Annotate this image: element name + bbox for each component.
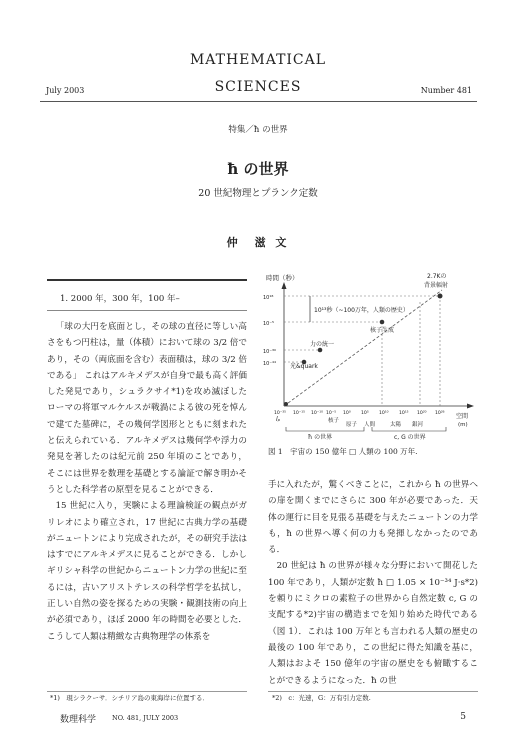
nucleo-point xyxy=(380,320,385,325)
x-tick-label: 10⁰ xyxy=(343,411,351,416)
y-axis-arrow xyxy=(282,282,287,289)
article-subtitle: 20 世紀物理とプランク定数 xyxy=(198,188,318,199)
journal-title-line2: SCIENCES xyxy=(214,79,302,95)
x-axis-arrow xyxy=(467,404,474,409)
x-tick-label: 10⁵ xyxy=(361,411,369,416)
galaxy-label: 銀河 xyxy=(412,422,424,428)
unify-point xyxy=(318,348,323,353)
journal-title-line1: MATHEMATICAL xyxy=(189,52,327,68)
x-tick-label: 10⁻¹⁰ xyxy=(311,411,323,416)
section-rule-bottom xyxy=(47,310,247,311)
footnote-1: *1) 現シラクーサ．シチリア島の東海岸に位置する． xyxy=(50,694,209,702)
cg-world-bracket xyxy=(372,427,446,431)
left-column xyxy=(47,319,247,645)
x-tick-label: 10⁻³⁵ xyxy=(274,411,286,416)
feature-label: 特集／ħ の世界 xyxy=(228,125,288,135)
page-number: 5 xyxy=(460,712,466,722)
article-title: ħ の世界 xyxy=(227,160,289,178)
y-tick-label: 10⁻⁴⁴ xyxy=(263,361,277,367)
nucleon-label: 核子 xyxy=(328,418,340,424)
planck-point xyxy=(284,402,288,406)
sun-label: 太陽 xyxy=(390,422,402,428)
figure-1 xyxy=(260,266,480,442)
nucleosynthesis-label: 核子生成 xyxy=(370,327,395,334)
x-tick-label: 10²⁶ xyxy=(435,411,445,416)
x-axis-label: 空間 xyxy=(456,413,469,420)
human-history-label: 10¹³秒（~100万年，人類の歴史） xyxy=(314,307,409,314)
force-unification-label: 力の統一 xyxy=(310,341,335,348)
footnote-rule-right xyxy=(268,691,478,692)
section-heading: 1. 2000 年，300 年，100 年– xyxy=(60,294,180,304)
x-tick-label: 10²⁰ xyxy=(417,411,427,416)
x-axis-unit: (m) xyxy=(458,422,468,428)
cmb-label: 2.7Kの xyxy=(427,273,447,280)
atom-label: 原子 xyxy=(346,422,358,428)
y-axis-label: 時間（秒） xyxy=(266,274,299,282)
footnote-2: *2) c：光速，G：万有引力定数. xyxy=(272,694,371,702)
y-tick-label: 10¹⁸ xyxy=(263,295,274,301)
footer-journal: 数理科学 xyxy=(60,715,97,725)
author-name: 仲 滋 文 xyxy=(226,236,290,249)
paragraph: 20 世紀は ħ の世界が様々な分野において開花した 100 年であり，人類が定数 ħ □ 1.05 × 10⁻³⁴ J·s*2) を頼りにミクロの素粒子の世界から自然定数 c, G の支配する*2)宇宙の構造までを知り始めた時代である（図 1）．これは 100 万年とも言われる人類の歴史の最後の 100 年であり，この世紀に得た知識を基に，人類はおよそ 150 億年の宇宙の歴史をも俯瞰することができるようになった．ħ の世 xyxy=(268,561,478,686)
x-tick-label: 10¹⁰ xyxy=(379,411,389,416)
hbar-world-label: ħ の世界 xyxy=(308,434,333,441)
figure-caption: 図 1 宇宙の 150 億年 □ 人類の 100 万年. xyxy=(268,447,418,456)
paragraph: 15 世紀に入り，実験による理論検証の観点がガリレオにより確立され，17 世紀に古典力学の基礎がニュートンにより完成されたが，その研究手法ははすでにアルキメデスに見ることができる．しかしギリシャ科学の世紀からニュートン力学の世紀に至るには，古いアリストテレスの科学哲学を払拭し，正しい自然の姿を探るための実験・観測技術の向上が必須であり，ほぼ 2000 年の時間を必要とした．こうして人類は精緻な古典物理学の体系を xyxy=(47,501,247,642)
x-tick-label: 10⁻⁵ xyxy=(326,411,337,416)
x-tick-label: 10¹⁵ xyxy=(399,411,409,416)
x-tick-label: 10⁻¹⁵ xyxy=(293,411,305,416)
right-column xyxy=(268,477,478,689)
paragraph: 「球の大円を底面とし，その球の直径に等しい高さをもつ円柱は，量（体積）において球の 3/2 倍であり，その（両底面を含む）表面積は，球の 3/2 倍である」 これはアルキメデスが自身で最も高く評価した発見であり，シュラクサイ*1)を攻め滅ぼしたローマの将軍マルケルスが戦渦による彼の死を悼んで建てた墓碑に，その幾何学図形とともに刻まれたと伝えられている．アルキメデスは幾何学や浮力の発見を著したのは紀元前 250 年頃のことであり，そこには世界を数理を基礎とする論証で解き明かそうとした科学者の原型を見ることができる． xyxy=(47,322,247,495)
y-tick-label: 10⁻³⁰ xyxy=(263,349,277,355)
cmb-label-2: 背景輻射 xyxy=(424,282,449,289)
section-rule-top xyxy=(47,279,247,281)
cg-world-label: c, G の世界 xyxy=(394,434,426,441)
footer-issue: NO. 481, JULY 2003 xyxy=(112,714,179,722)
cmb-point xyxy=(438,294,443,299)
footnote-rule-left xyxy=(47,691,247,692)
header-rule xyxy=(40,101,477,102)
quark-label: 光&quark xyxy=(290,363,318,370)
issue-number: Number 481 xyxy=(420,86,472,95)
planck-length-label: lₚ xyxy=(276,416,281,423)
human-scale-label: 人間 xyxy=(364,422,376,428)
y-tick-label: 10⁻⁵ xyxy=(263,321,275,327)
paragraph: 手に入れたが，驚くべきことに，これから ħ の世界への扉を開くまでにさらに 300 年が必要であった．天体の運行に目を見張る基礎を与えたニュートンの力学も，ħ の世界へ導く何の力も発揮しなかったのである． xyxy=(268,480,478,556)
issue-date: July 2003 xyxy=(46,86,85,95)
